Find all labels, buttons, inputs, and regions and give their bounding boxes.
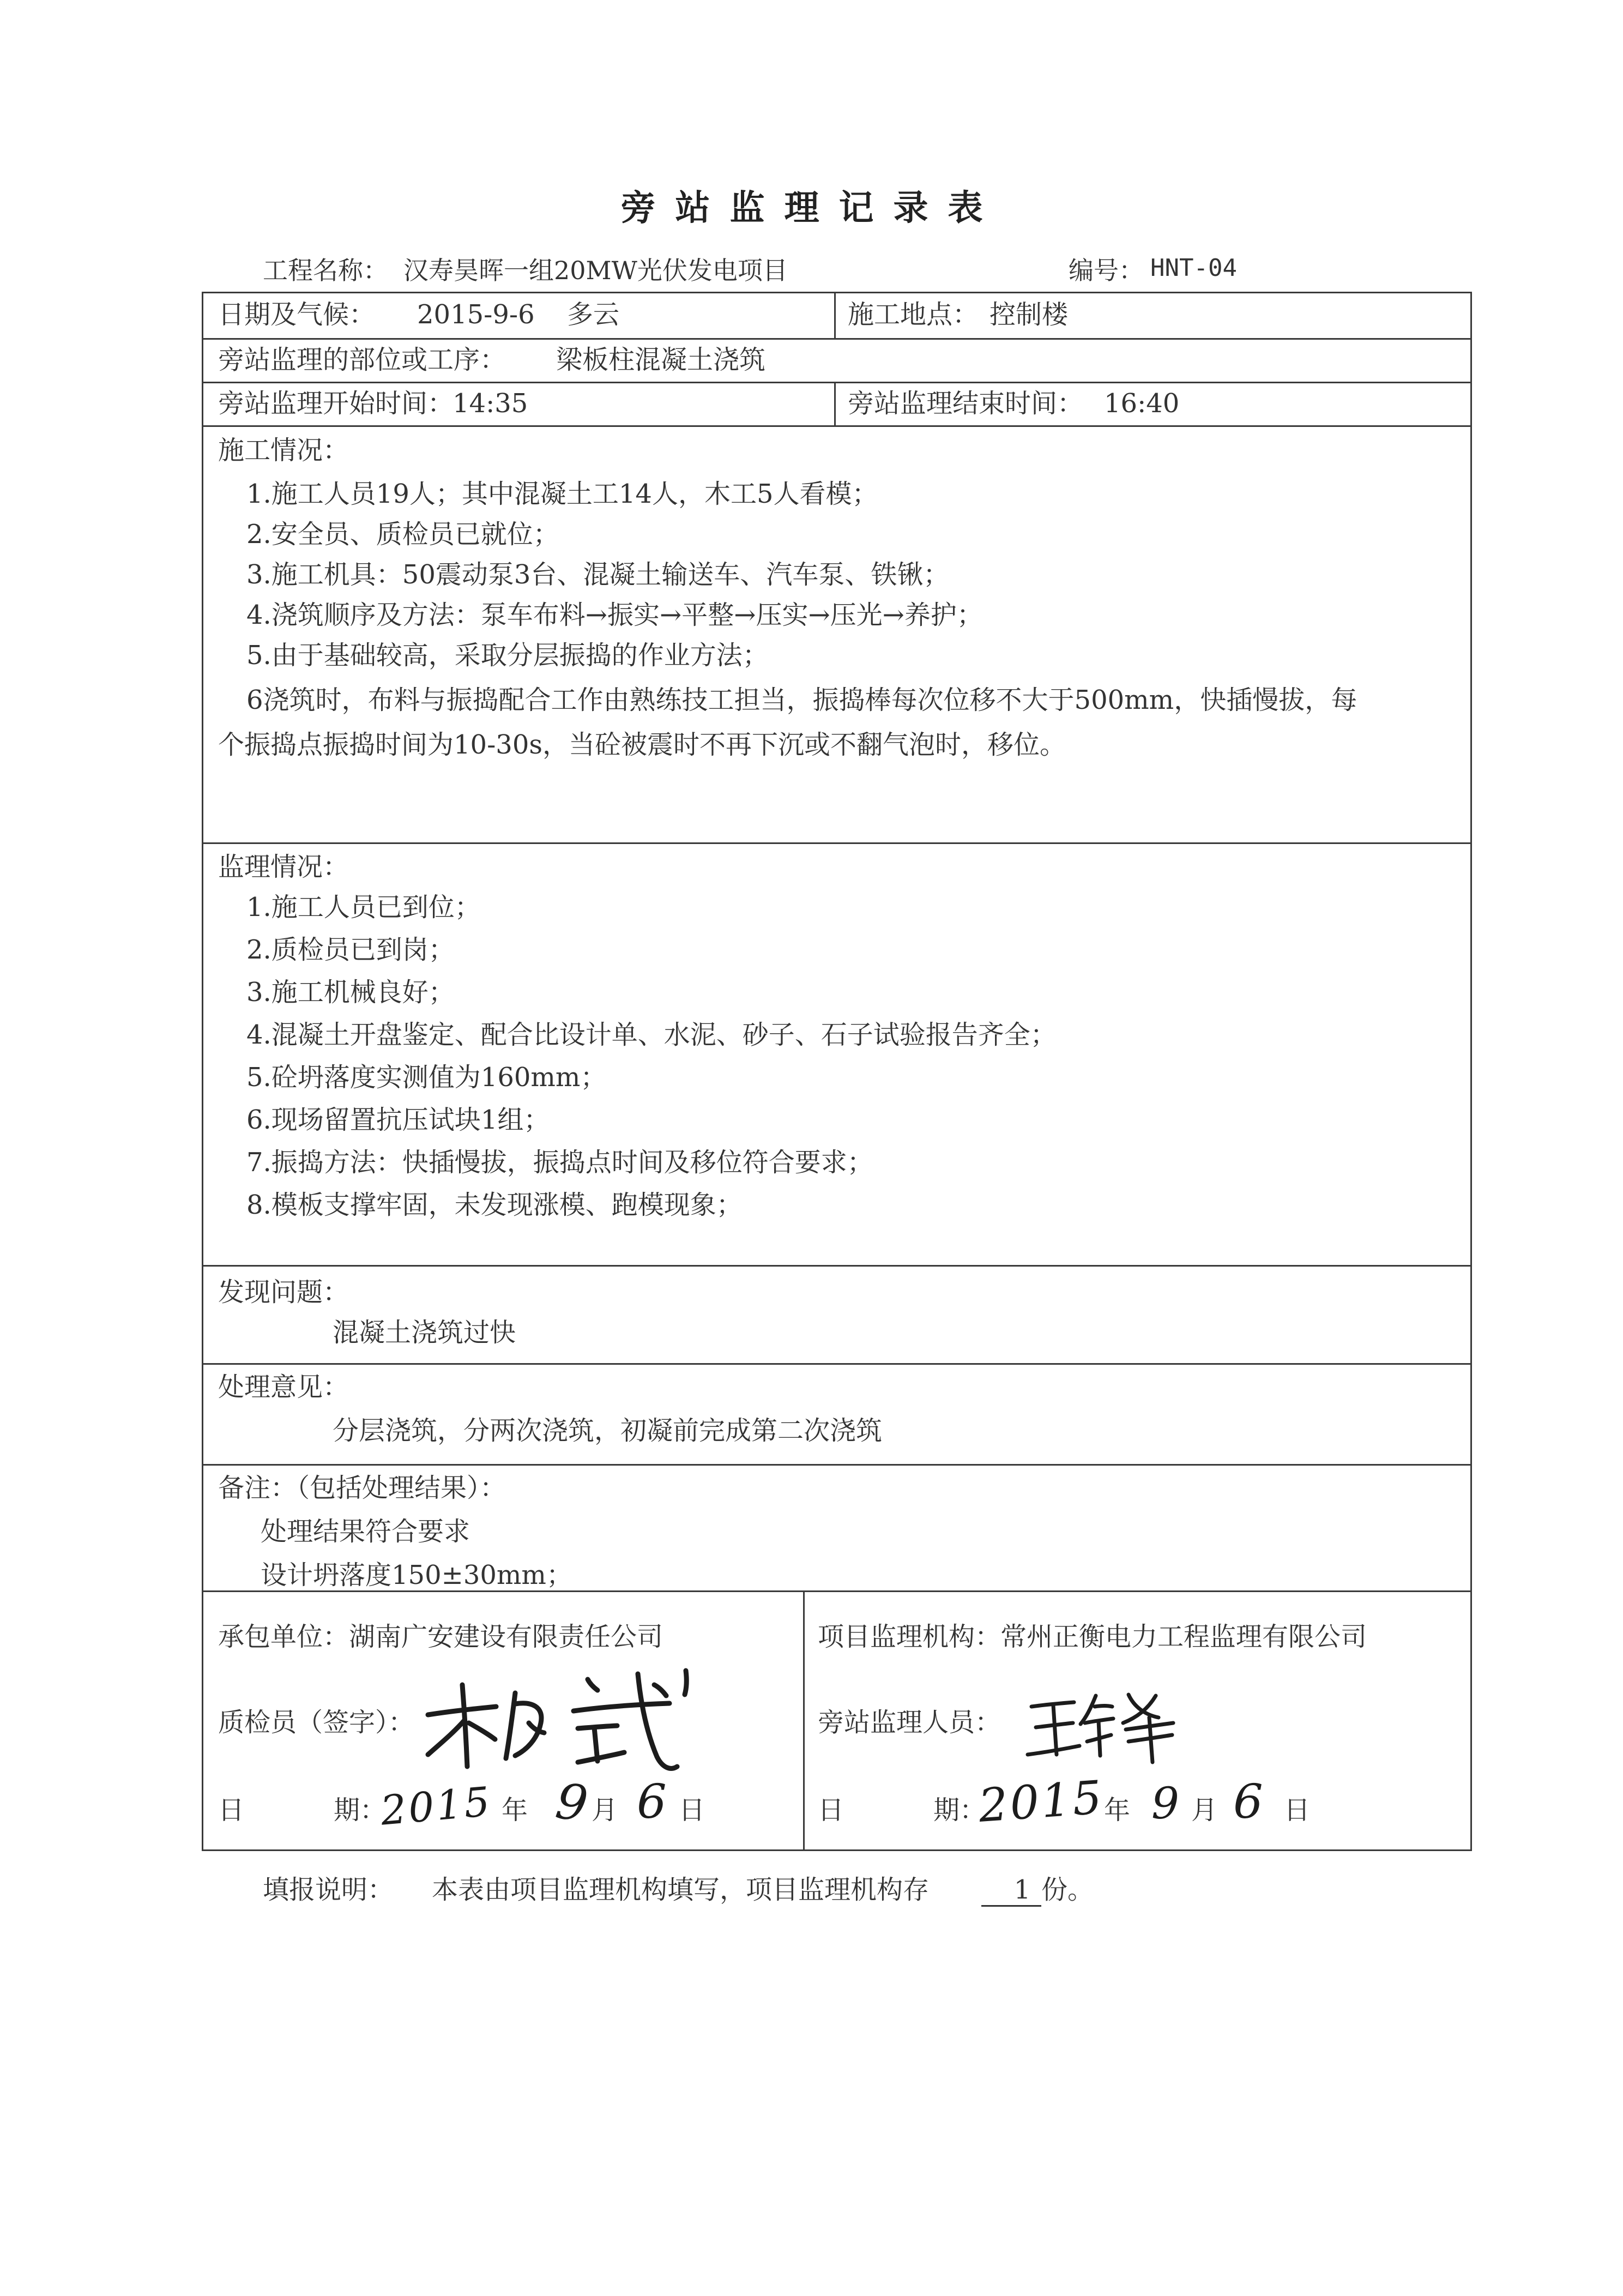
supervisor-org: 常州正衡电力工程监理有限公司 bbox=[1000, 1622, 1367, 1652]
supervision-item: 7.振捣方法：快插慢拔，振捣点时间及移位符合要求； bbox=[246, 1147, 873, 1178]
opinion-text: 分层浇筑，分两次浇筑，初凝前完成第二次浇筑 bbox=[333, 1415, 883, 1446]
contractor-date-label-ri: 日 bbox=[218, 1795, 245, 1825]
end-time-label: 旁站监理结束时间： bbox=[848, 388, 1084, 419]
contractor-date-label-qi: 期： bbox=[334, 1795, 387, 1825]
supervisor-month-char: 月 bbox=[1191, 1795, 1218, 1825]
supervisor-date-day: 6 bbox=[1233, 1775, 1263, 1829]
end-time-value: 16:40 bbox=[1104, 388, 1180, 419]
contractor-day-char: 日 bbox=[679, 1795, 705, 1825]
supervision-item: 2.质检员已到岗； bbox=[246, 935, 455, 965]
construction-item: 个振捣点振捣时间为10-30s，当砼被震时不再下沉或不翻气泡时，移位。 bbox=[218, 730, 1066, 760]
document-title: 旁站监理记录表 bbox=[620, 188, 1003, 228]
supervisor-person-label: 旁站监理人员： bbox=[818, 1707, 1001, 1738]
record-number: HNT-04 bbox=[1150, 254, 1237, 282]
supervision-item: 6.现场留置抗压试块1组； bbox=[246, 1105, 550, 1135]
footer-text-end: 份。 bbox=[1041, 1875, 1094, 1905]
construction-item: 1.施工人员19人；其中混凝土工14人，木工5人看模； bbox=[246, 479, 878, 509]
project-name: 汉寿昊晖一组20MW光伏发电项目 bbox=[403, 256, 788, 285]
footer-copies-underline bbox=[981, 1905, 1041, 1907]
contractor-date-month: 9 bbox=[552, 1772, 592, 1834]
location-value: 控制楼 bbox=[990, 299, 1069, 330]
start-time-label: 旁站监理开始时间： bbox=[218, 388, 454, 419]
supervisor-date-month: 9 bbox=[1151, 1778, 1179, 1829]
supervisor-day-char: 日 bbox=[1284, 1795, 1311, 1825]
footer-text: 本表由项目监理机构填写，项目监理机构存 bbox=[432, 1875, 930, 1905]
date-weather-label: 日期及气候： bbox=[218, 299, 376, 330]
supervisor-year-char: 年 bbox=[1104, 1795, 1131, 1825]
date-value: 2015-9-6 bbox=[417, 299, 535, 330]
weather-value: 多云 bbox=[567, 299, 620, 330]
contractor-unit-label: 承包单位： bbox=[218, 1622, 349, 1652]
supervisor-date-label-qi: 期： bbox=[933, 1795, 986, 1825]
contractor-date-year: 2015 bbox=[378, 1778, 494, 1835]
supervisor-signature bbox=[1019, 1685, 1183, 1767]
remarks-line-1: 处理结果符合要求 bbox=[261, 1516, 470, 1547]
remarks-heading: 备注：（包括处理结果）： bbox=[218, 1473, 506, 1503]
part-label: 旁站监理的部位或工序： bbox=[218, 345, 506, 375]
start-time-value: 14:35 bbox=[452, 388, 528, 419]
issues-text: 混凝土浇筑过快 bbox=[333, 1317, 516, 1348]
construction-item: 3.施工机具：50震动泵3台、混凝土输送车、汽车泵、铁锹； bbox=[246, 559, 950, 590]
construction-item: 6浇筑时，布料与振捣配合工作由熟练技工担当，振捣棒每次位移不大于500mm，快插慢拔，每 bbox=[246, 685, 1357, 715]
contractor-month-char: 月 bbox=[592, 1795, 618, 1825]
supervision-item: 8.模板支撑牢固，未发现涨模、跑模现象； bbox=[246, 1190, 743, 1220]
supervision-item: 3.施工机械良好； bbox=[246, 977, 455, 1008]
footer-copies: 1 bbox=[1013, 1875, 1031, 1905]
supervisor-date-label-ri: 日 bbox=[818, 1795, 844, 1825]
supervisor-date-year: 2015 bbox=[976, 1770, 1106, 1833]
part-value: 梁板柱混凝土浇筑 bbox=[556, 345, 766, 375]
inspector-label: 质检员（签字）： bbox=[218, 1707, 415, 1738]
supervision-item: 1.施工人员已到位； bbox=[246, 892, 481, 923]
supervision-heading: 监理情况： bbox=[218, 852, 349, 882]
number-label: 编号： bbox=[1069, 256, 1144, 285]
issues-heading: 发现问题： bbox=[218, 1277, 349, 1307]
location-label: 施工地点： bbox=[848, 299, 979, 330]
construction-heading: 施工情况： bbox=[218, 435, 349, 466]
contractor-unit: 湖南广安建设有限责任公司 bbox=[349, 1622, 663, 1652]
opinion-heading: 处理意见： bbox=[218, 1372, 349, 1402]
inspector-signature bbox=[414, 1663, 698, 1772]
supervision-item: 5.砼坍落度实测值为160mm； bbox=[246, 1062, 607, 1093]
footer-label: 填报说明： bbox=[263, 1875, 394, 1905]
contractor-date-day: 6 bbox=[637, 1775, 667, 1829]
construction-item: 2.安全员、质检员已就位； bbox=[246, 519, 559, 550]
project-name-label: 工程名称： bbox=[263, 256, 388, 285]
supervision-item: 4.混凝土开盘鉴定、配合比设计单、水泥、砂子、石子试验报告齐全； bbox=[246, 1020, 1057, 1050]
supervisor-org-label: 项目监理机构： bbox=[818, 1622, 1001, 1652]
construction-item: 5.由于基础较高，采取分层振捣的作业方法； bbox=[246, 640, 769, 671]
construction-item: 4.浇筑顺序及方法：泵车布料→振实→平整→压实→压光→养护； bbox=[246, 600, 983, 630]
contractor-year-char: 年 bbox=[502, 1795, 528, 1825]
remarks-line-2: 设计坍落度150±30mm； bbox=[261, 1560, 572, 1590]
